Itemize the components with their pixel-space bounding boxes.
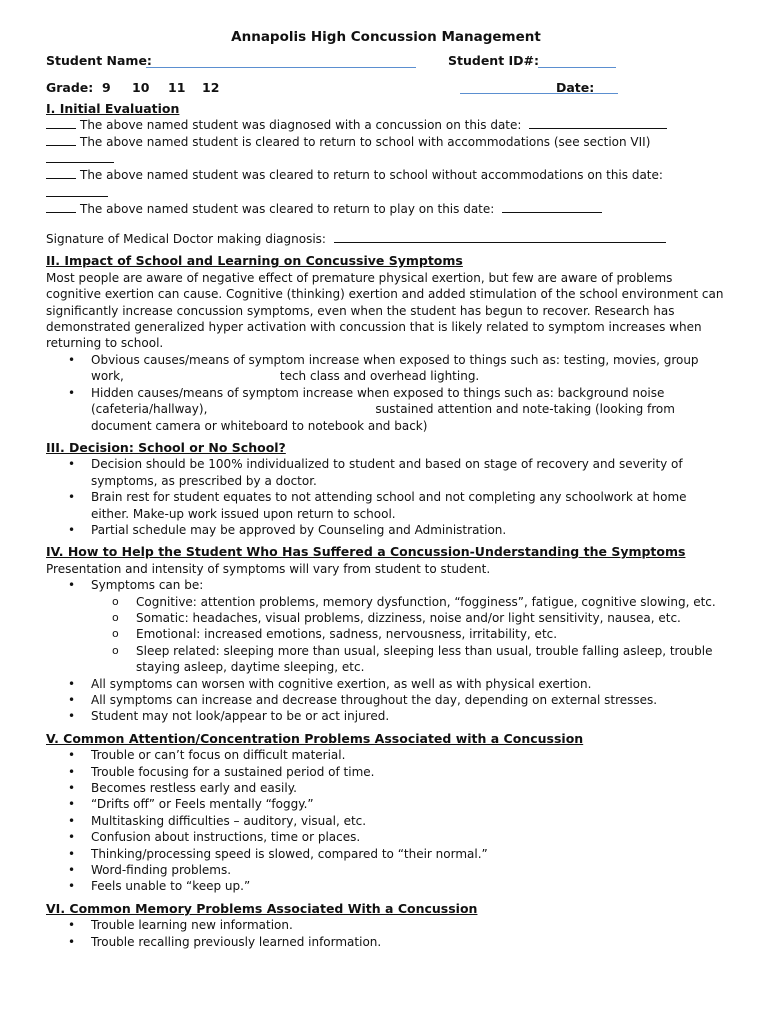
list-item: • Confusion about instructions, time or places.: [46, 829, 726, 845]
check-blank[interactable]: [46, 168, 76, 179]
section1-item: The above named student was cleared to return to school without accommodations on this date:: [46, 167, 726, 183]
check-blank[interactable]: [46, 150, 114, 163]
section6-list: [46, 917, 726, 950]
date-label: Date:: [556, 80, 595, 95]
check-blank[interactable]: [46, 118, 76, 129]
section1-heading: I. Initial Evaluation: [46, 101, 180, 116]
signature-field[interactable]: [334, 232, 666, 243]
student-info-row: [46, 47, 726, 74]
section3-list: [46, 456, 726, 538]
list-item: • Trouble focusing for a sustained period of time.: [46, 764, 726, 780]
list-item: • “Drifts off” or Feels mentally “foggy.”: [46, 796, 726, 812]
section4-list: [46, 577, 726, 725]
list-item: • Feels unable to “keep up.”: [46, 878, 726, 894]
section4-heading: IV. How to Help the Student Who Has Suffered a Concussion-Understanding the Symptoms: [46, 544, 686, 560]
check-blank[interactable]: [46, 135, 76, 146]
student-id-label: Student ID#:: [448, 53, 540, 68]
student-id-field[interactable]: [538, 67, 616, 68]
return-to-play-date-field[interactable]: [502, 202, 602, 213]
list-item: • Multitasking difficulties – auditory, visual, etc.: [46, 813, 726, 829]
list-item: • Obvious causes/means of symptom increase when exposed to things such as: testing, movies, group work, tech class and overhead lighting.: [46, 352, 726, 385]
sub-list-item: o Sleep related: sleeping more than usual, sleeping less than usual, trouble falling asleep, trouble staying asleep, daytime sleeping, etc.: [91, 643, 726, 676]
section4-intro: Presentation and intensity of symptoms will vary from student to student.: [46, 561, 491, 576]
grade-option-10[interactable]: 10: [132, 80, 150, 95]
section3-heading: III. Decision: School or No School?: [46, 439, 286, 455]
section1-item: The above named student was cleared to return to play on this date:: [46, 201, 726, 217]
list-item: • Word-finding problems.: [46, 862, 726, 878]
list-item: • Trouble recalling previously learned information.: [46, 934, 726, 950]
grade-label: Grade:: [46, 80, 94, 95]
section1-item: The above named student is cleared to return to school with accommodations (see section VII): [46, 134, 726, 150]
list-item: • Hidden causes/means of symptom increase when exposed to things such as: background noise (cafeteria/hallway), sustained attention and note-taking (looking from document camera or whiteboard to notebook and back): [46, 385, 726, 434]
sub-list-item: o Cognitive: attention problems, memory dysfunction, “fogginess”, fatigue, cognitive slowing, etc.: [91, 594, 726, 610]
list-item: • Brain rest for student equates to not attending school and not completing any schoolwork at home either. Make-up work issued upon return to school.: [46, 489, 726, 522]
list-item: • Thinking/processing speed is slowed, compared to “their normal.”: [46, 846, 726, 862]
section2-paragraph: Most people are aware of negative effect of premature physical exertion, but few are aware of problems cognitive exertion can cause. Cognitive (thinking) exertion and added stimulation of the school environment can significantly increase concussion symptoms, even when the student has begun to recover. Research has demonstrated generalized hyper activation with concussion that is likely related to symptom increases when returning to school.: [46, 270, 724, 351]
sub-list-item: o Somatic: headaches, visual problems, dizziness, noise and/or light sensitivity, nausea, etc.: [91, 610, 726, 626]
grade-date-row: [46, 74, 726, 101]
date-field[interactable]: [460, 93, 618, 94]
grade-option-11[interactable]: 11: [168, 80, 186, 95]
section6-heading: VI. Common Memory Problems Associated With a Concussion: [46, 900, 478, 916]
section2-list: [46, 352, 726, 434]
section1-item: The above named student was diagnosed with a concussion on this date:: [46, 117, 726, 133]
section2-heading: II. Impact of School and Learning on Concussive Symptoms: [46, 253, 463, 269]
student-name-label: Student Name:: [46, 53, 152, 68]
symptom-sublist: [91, 594, 726, 676]
grade-option-12[interactable]: 12: [202, 80, 220, 95]
list-item: • Decision should be 100% individualized to student and based on stage of recovery and severity of symptoms, as prescribed by a doctor.: [46, 456, 726, 489]
no-accommodations-date-field[interactable]: [46, 184, 108, 197]
list-item: • All symptoms can increase and decrease throughout the day, depending on external stresses.: [46, 692, 726, 708]
form-page: [46, 27, 726, 950]
section5-heading: V. Common Attention/Concentration Problems Associated with a Concussion: [46, 730, 584, 746]
list-item: • Symptoms can be: o Cognitive: attention problems, memory dysfunction, “fogginess”, fatigue, cognitive slowing, etc. o Somatic: headaches, visual problems, dizziness, noise and/or light sensitivity, nausea, etc. o Emotional: increased emotions, sadness, nervousness, irritability, etc. o Sleep related: sleeping more than usual, sleeping less than usual, trouble falling asleep, trouble staying asleep, daytime sleeping, etc.: [46, 577, 726, 675]
sub-list-item: o Emotional: increased emotions, sadness, nervousness, irritability, etc.: [91, 626, 726, 642]
diagnosis-date-field[interactable]: [529, 118, 667, 129]
list-item: • Becomes restless early and easily.: [46, 780, 726, 796]
list-item: • Trouble learning new information.: [46, 917, 726, 933]
signature-label: Signature of Medical Doctor making diagnosis:: [46, 232, 326, 247]
list-item: • All symptoms can worsen with cognitive exertion, as well as with physical exertion.: [46, 676, 726, 692]
page-title: Annapolis High Concussion Management: [231, 29, 541, 45]
check-blank[interactable]: [46, 202, 76, 213]
list-item: • Trouble or can’t focus on difficult material.: [46, 747, 726, 763]
grade-option-9[interactable]: 9: [102, 80, 111, 95]
student-name-field[interactable]: [146, 67, 416, 68]
signature-row: [46, 231, 726, 247]
section5-list: [46, 747, 726, 895]
list-item: • Student may not look/appear to be or act injured.: [46, 708, 726, 724]
list-item: • Partial schedule may be approved by Counseling and Administration.: [46, 522, 726, 538]
